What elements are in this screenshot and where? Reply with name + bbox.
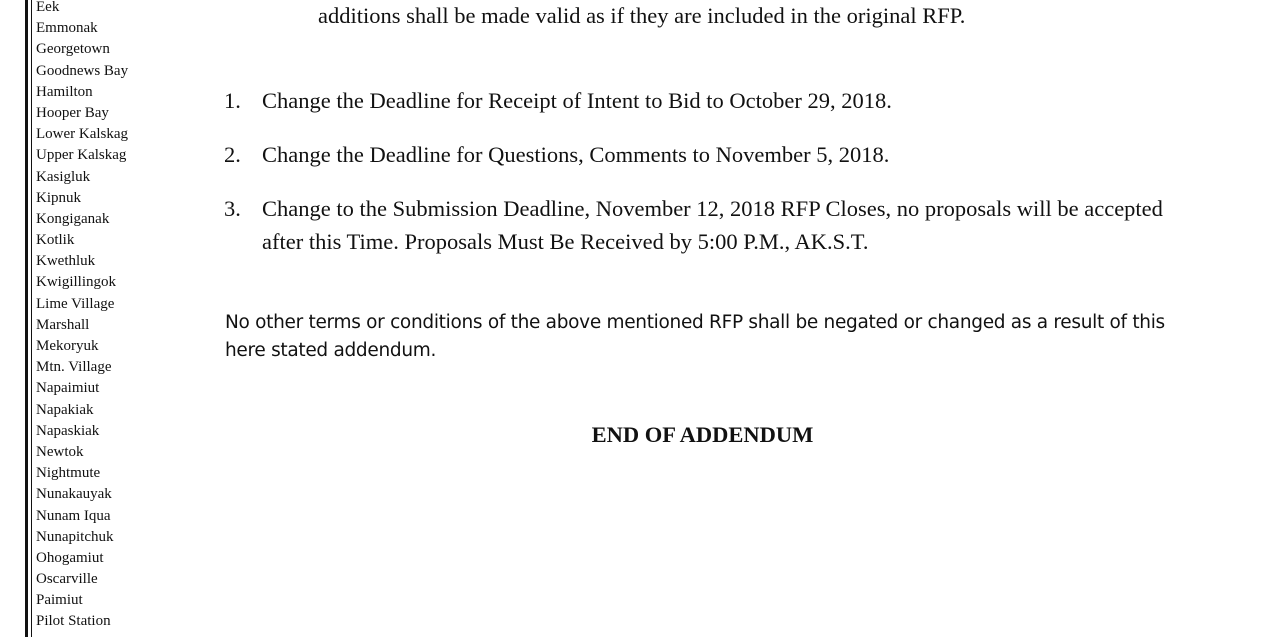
village-name: Nunapitchuk [36, 528, 114, 545]
item-text: Change the Deadline for Receipt of Intent to Bid to October 29, 2018. [262, 88, 892, 113]
village-list [36, 0, 128, 633]
village-name: Paimiut [36, 592, 83, 609]
village-name: Upper Kalskag [36, 147, 127, 164]
item-text: Change to the Submission Deadline, November 12, 2018 RFP Closes, no proposals will be accepted after this Time. Proposals Must Be Received by 5:00 P.M., AK.S.T. [262, 196, 1163, 254]
item-number: 3. [224, 196, 241, 221]
village-name: Kwethluk [36, 253, 96, 270]
village-name: Nunakauyak [36, 486, 112, 503]
village-name: Oscarville [36, 571, 98, 588]
village-name: Hooper Bay [36, 104, 109, 121]
village-name: Napakiak [36, 401, 94, 418]
village-name: Nunam Iqua [36, 507, 111, 524]
addendum-item [224, 138, 1202, 171]
village-name: Goodnews Bay [36, 62, 129, 79]
item-text: Change the Deadline for Questions, Comments to November 5, 2018. [262, 142, 890, 167]
village-name: Pilot Station [36, 613, 111, 630]
intro-continuation: additions shall be made valid as if they are included in the original RFP. [318, 3, 966, 28]
addendum-item [224, 192, 1202, 258]
village-name: Georgetown [36, 41, 110, 58]
village-name: Hamilton [36, 83, 93, 100]
village-name: Kotlik [36, 232, 75, 249]
village-name: Mekoryuk [36, 338, 99, 354]
village-name: Kasigluk [36, 168, 91, 185]
village-name: Kongiganak [36, 210, 110, 227]
item-number: 1. [224, 88, 241, 113]
village-name: Newtok [36, 443, 84, 460]
end-of-addendum-heading: END OF ADDENDUM [591, 422, 814, 447]
village-name: Lower Kalskag [36, 126, 129, 143]
sidebar-border-outer [25, 0, 28, 637]
sidebar-border-inner [31, 0, 32, 637]
village-name: Napaskiak [36, 422, 100, 439]
village-name: Emmonak [36, 20, 98, 37]
village-name: Kwigillingok [36, 274, 117, 291]
village-name: Nightmute [36, 465, 101, 482]
village-name: Eek [36, 0, 60, 15]
village-name: Ohogamiut [36, 549, 104, 566]
item-number: 2. [224, 142, 241, 167]
notice-paragraph: No other terms or conditions of the above mentioned RFP shall be negated or changed as a result of this here stated addendum. [225, 312, 1165, 361]
village-name: Kipnuk [36, 189, 81, 206]
village-name: Marshall [36, 316, 90, 333]
village-name: Mtn. Village [36, 359, 112, 376]
addendum-item [224, 84, 1202, 117]
village-name: Napaimiut [36, 380, 100, 397]
village-name: Lime Village [36, 295, 115, 312]
